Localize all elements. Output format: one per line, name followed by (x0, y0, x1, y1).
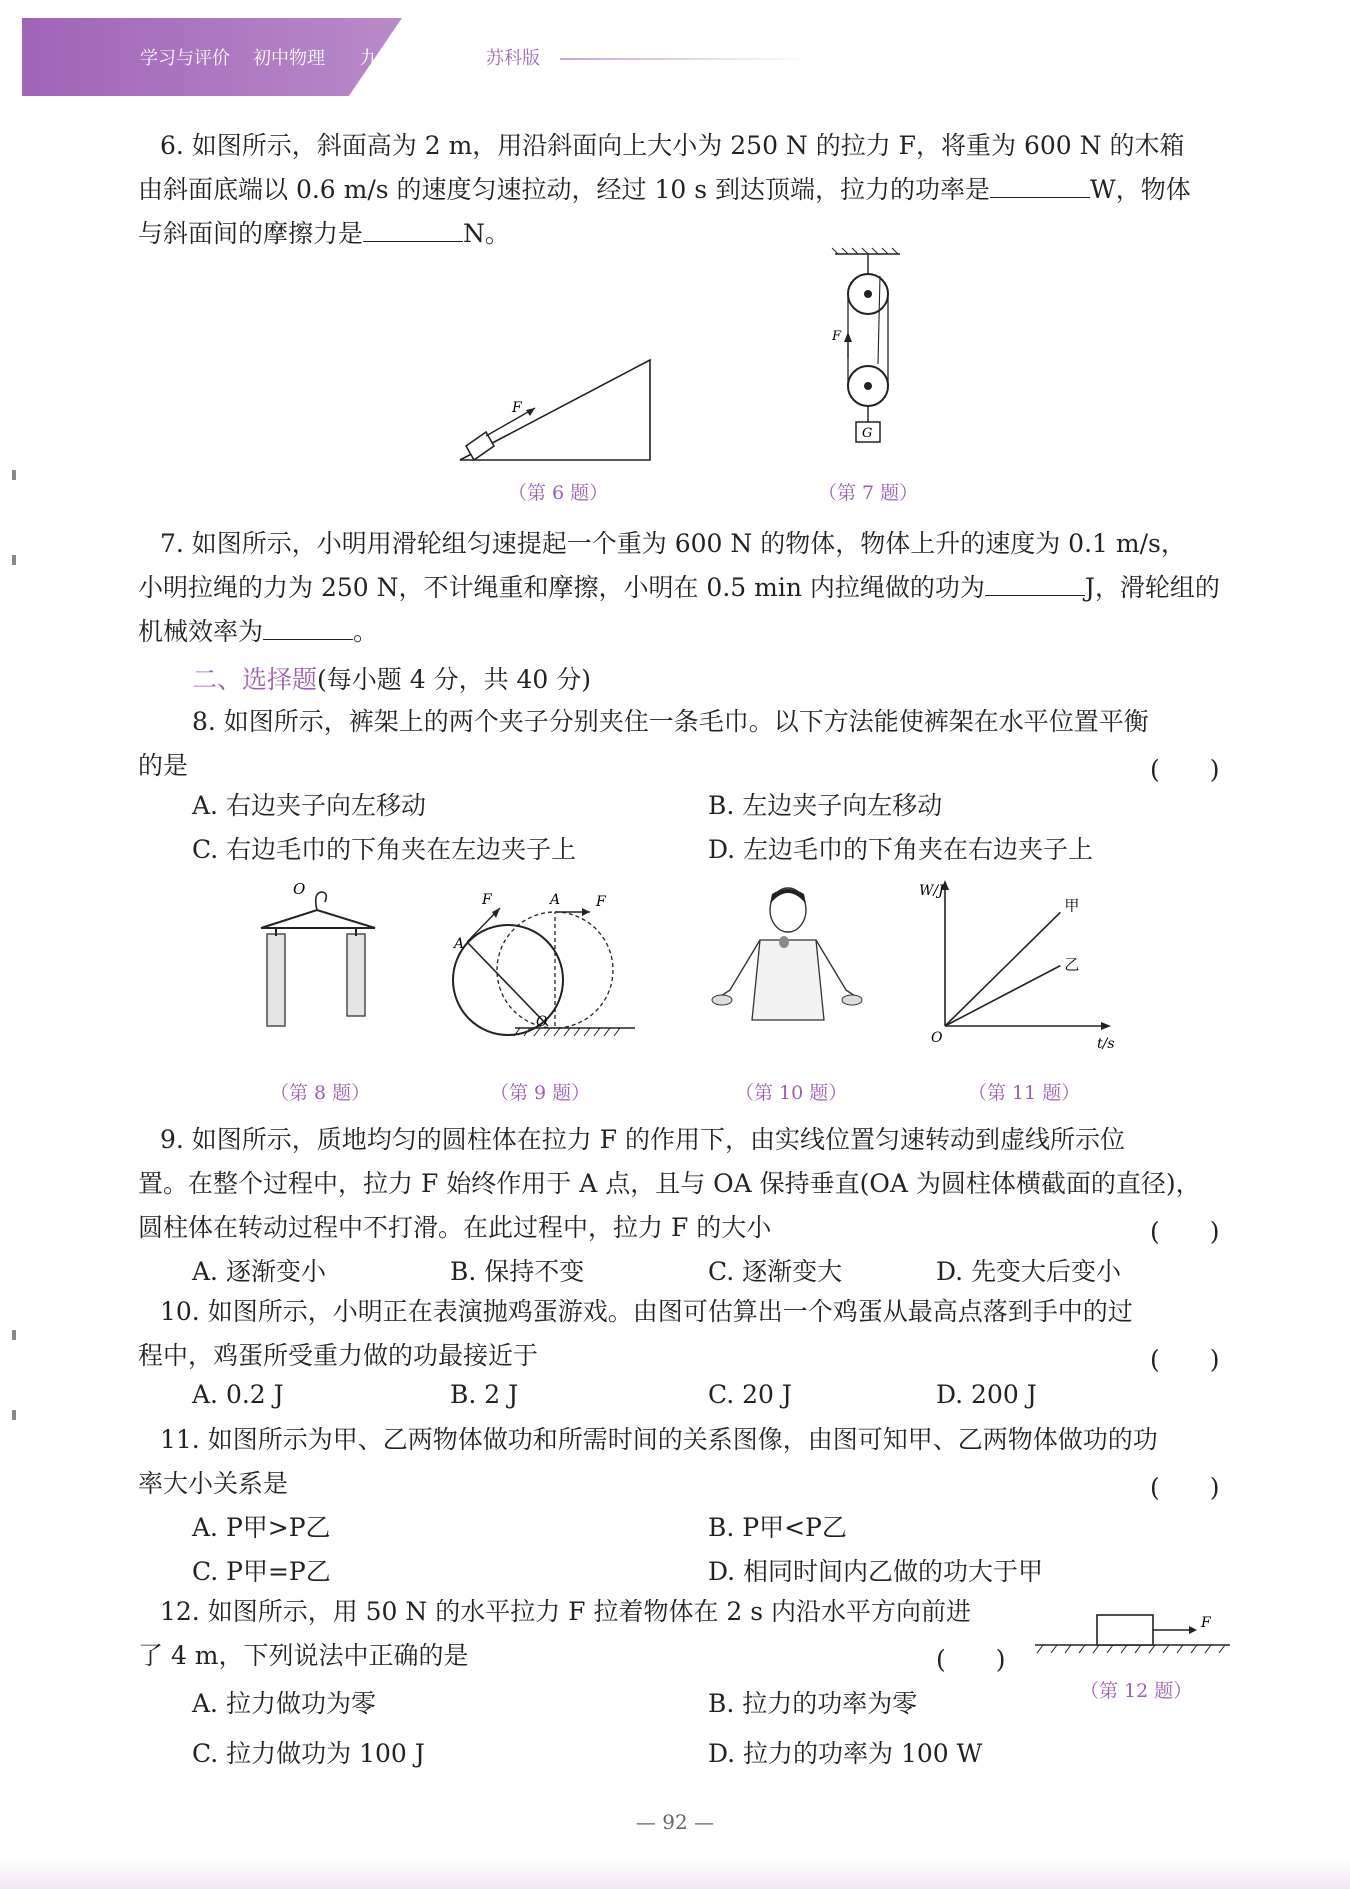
q9-option-a[interactable]: A. 逐渐变小 (192, 1257, 326, 1286)
q7-line1: 7. 如图所示，小明用滑轮组匀速提起一个重为 600 N 的物体，物体上升的速度为 0.1 m/s， (160, 529, 1186, 558)
q8-line1: 8. 如图所示，裤架上的两个夹子分别夹住一条毛巾。以下方法能使裤架在水平位置平衡 (192, 707, 1149, 736)
bottom-band (0, 1860, 1350, 1889)
q12-option-b[interactable]: B. 拉力的功率为零 (708, 1689, 918, 1718)
q10-option-b[interactable]: B. 2 J (450, 1380, 519, 1409)
q12-line2: 了 4 m，下列说法中正确的是 (138, 1641, 469, 1670)
q11-answer-paren[interactable]: ( ) (1150, 1473, 1220, 1502)
book-title: 学习与评价 (140, 48, 230, 68)
q8-option-c[interactable]: C. 右边毛巾的下角夹在左边夹子上 (192, 835, 577, 864)
q8-option-b[interactable]: B. 左边夹子向左移动 (708, 791, 943, 820)
weight-label: G (862, 426, 873, 441)
series-label-1: 甲 (1064, 896, 1080, 915)
series-label-2: 乙 (1064, 955, 1080, 974)
x-axis-label: t/s (1097, 1036, 1115, 1052)
header-rule (560, 58, 810, 60)
svg-text:A: A (454, 936, 465, 952)
q6-line2: 由斜面底端以 0.6 m/s 的速度匀速拉动，经过 10 s 到达顶端，拉力的功率是 W，物体 (138, 168, 1191, 212)
q9-option-b[interactable]: B. 保持不变 (450, 1257, 585, 1286)
q11-line2: 率大小关系是 (138, 1469, 289, 1498)
q10-caption: （第 10 题） (735, 1082, 848, 1104)
q12-option-d[interactable]: D. 拉力的功率为 100 W (708, 1739, 983, 1768)
subject-title: 初中物理 (253, 48, 326, 68)
scan-mark (12, 1410, 16, 1420)
right-towel (347, 934, 365, 1016)
q7-force-label: F (832, 329, 842, 344)
q10-line1: 10. 如图所示，小明正在表演抛鸡蛋游戏。由图可估算出一个鸡蛋从最高点落到手中的过 (160, 1297, 1133, 1326)
header-titles (140, 44, 343, 70)
scan-mark (12, 470, 16, 480)
q11-option-d[interactable]: D. 相同时间内乙做的功大于甲 (708, 1557, 1044, 1586)
q7-line3: 机械效率为 。 (138, 610, 378, 654)
q8-caption: （第 8 题） (270, 1082, 371, 1104)
q8-hanger-figure (255, 880, 385, 1050)
q6-incline-figure (460, 350, 660, 470)
q12-caption: （第 12 题） (1080, 1680, 1193, 1702)
shirt (752, 940, 824, 1020)
q10-option-c[interactable]: C. 20 J (708, 1380, 792, 1409)
q12-option-a[interactable]: A. 拉力做功为零 (192, 1689, 376, 1718)
q6-line1: 6. 如图所示，斜面高为 2 m，用沿斜面向上大小为 250 N 的拉力 F，将重为 600 N 的木箱 (160, 131, 1185, 160)
q8-option-a[interactable]: A. 右边夹子向左移动 (192, 791, 426, 820)
q11-caption: （第 11 题） (968, 1082, 1081, 1104)
q9-line1: 9. 如图所示，质地均匀的圆柱体在拉力 F 的作用下，由实线位置匀速转动到虚线所示位 (160, 1125, 1126, 1154)
left-towel (267, 934, 285, 1026)
q8-answer-paren[interactable]: ( ) (1150, 755, 1220, 784)
series-line-1 (945, 912, 1060, 1026)
svg-text:A: A (550, 892, 561, 908)
y-axis-label: W/J (919, 883, 944, 899)
force-arrowhead (844, 332, 852, 342)
series-line-2 (945, 966, 1060, 1026)
q9-line3: 圆柱体在转动过程中不打滑。在此过程中，拉力 F 的大小 (138, 1213, 772, 1242)
wooden-box (466, 432, 494, 460)
q12-answer-paren[interactable]: ( ) (936, 1645, 1006, 1674)
q7-blank2[interactable] (263, 613, 353, 640)
q12-line1: 12. 如图所示，用 50 N 的水平拉力 F 拉着物体在 2 s 内沿水平方向前进 (160, 1597, 972, 1626)
q9-line2: 置。在整个过程中，拉力 F 始终作用于 A 点，且与 OA 保持垂直(OA 为圆柱体横截面的直径)， (138, 1169, 1201, 1198)
q11-work-time-chart (915, 876, 1135, 1056)
q10-option-a[interactable]: A. 0.2 J (192, 1380, 284, 1409)
grade-title: 九年级上册 (360, 48, 450, 68)
q7-pulley-figure (820, 246, 920, 466)
q10-line2: 程中，鸡蛋所受重力做的功最接近于 (138, 1341, 539, 1370)
q11-line1: 11. 如图所示为甲、乙两物体做功和所需时间的关系图像，由图可知甲、乙两物体做功的功 (160, 1425, 1158, 1454)
block (1097, 1615, 1153, 1645)
svg-text:O: O (536, 1014, 548, 1030)
q11-option-a[interactable]: A. P甲>P乙 (192, 1513, 331, 1542)
q11-option-c[interactable]: C. P甲=P乙 (192, 1557, 331, 1586)
q9-answer-paren[interactable]: ( ) (1150, 1217, 1220, 1246)
force-label: F (512, 400, 522, 416)
q12-block-figure (1035, 1605, 1235, 1665)
origin-label: O (931, 1030, 943, 1046)
section-heading: 二、选择题(每小题 4 分，共 40 分) (192, 665, 592, 694)
q6-line3: 与斜面间的摩擦力是 N。 (138, 212, 510, 256)
q8-line2: 的是 (138, 751, 189, 780)
svg-text:F: F (596, 894, 606, 910)
q7-caption: （第 7 题） (818, 482, 919, 504)
q8-option-d[interactable]: D. 左边毛巾的下角夹在右边夹子上 (708, 835, 1094, 864)
q6-caption: （第 6 题） (508, 482, 609, 504)
q12-option-c[interactable]: C. 拉力做功为 100 J (192, 1739, 425, 1768)
q10-option-d[interactable]: D. 200 J (936, 1380, 1037, 1409)
page-number: — 92 — (635, 1810, 715, 1834)
q6-blank2[interactable] (363, 215, 463, 242)
scan-mark (12, 555, 16, 565)
scan-mark (12, 1330, 16, 1340)
q6-blank1[interactable] (990, 171, 1090, 198)
q9-option-c[interactable]: C. 逐渐变大 (708, 1257, 843, 1286)
svg-text:F: F (482, 892, 492, 908)
q9-caption: （第 9 题） (490, 1082, 591, 1104)
q10-answer-paren[interactable]: ( ) (1150, 1345, 1220, 1374)
q10-person-figure (700, 880, 870, 1050)
q7-blank1[interactable] (985, 569, 1085, 596)
q9-option-d[interactable]: D. 先变大后变小 (936, 1257, 1122, 1286)
x-axis-arrow (1101, 1022, 1111, 1030)
q9-cylinder-figure (440, 880, 640, 1060)
q12-force-label: F (1201, 1615, 1211, 1631)
q8-o-label: O (293, 880, 306, 898)
edition-title: 苏科版 (486, 48, 540, 68)
q11-option-b[interactable]: B. P甲<P乙 (708, 1513, 847, 1542)
q7-line2: 小明拉绳的力为 250 N，不计绳重和摩擦，小明在 0.5 min 内拉绳做的功为 J，滑轮组的 (138, 566, 1220, 610)
egg (779, 936, 789, 948)
hanger-hook (316, 892, 327, 910)
